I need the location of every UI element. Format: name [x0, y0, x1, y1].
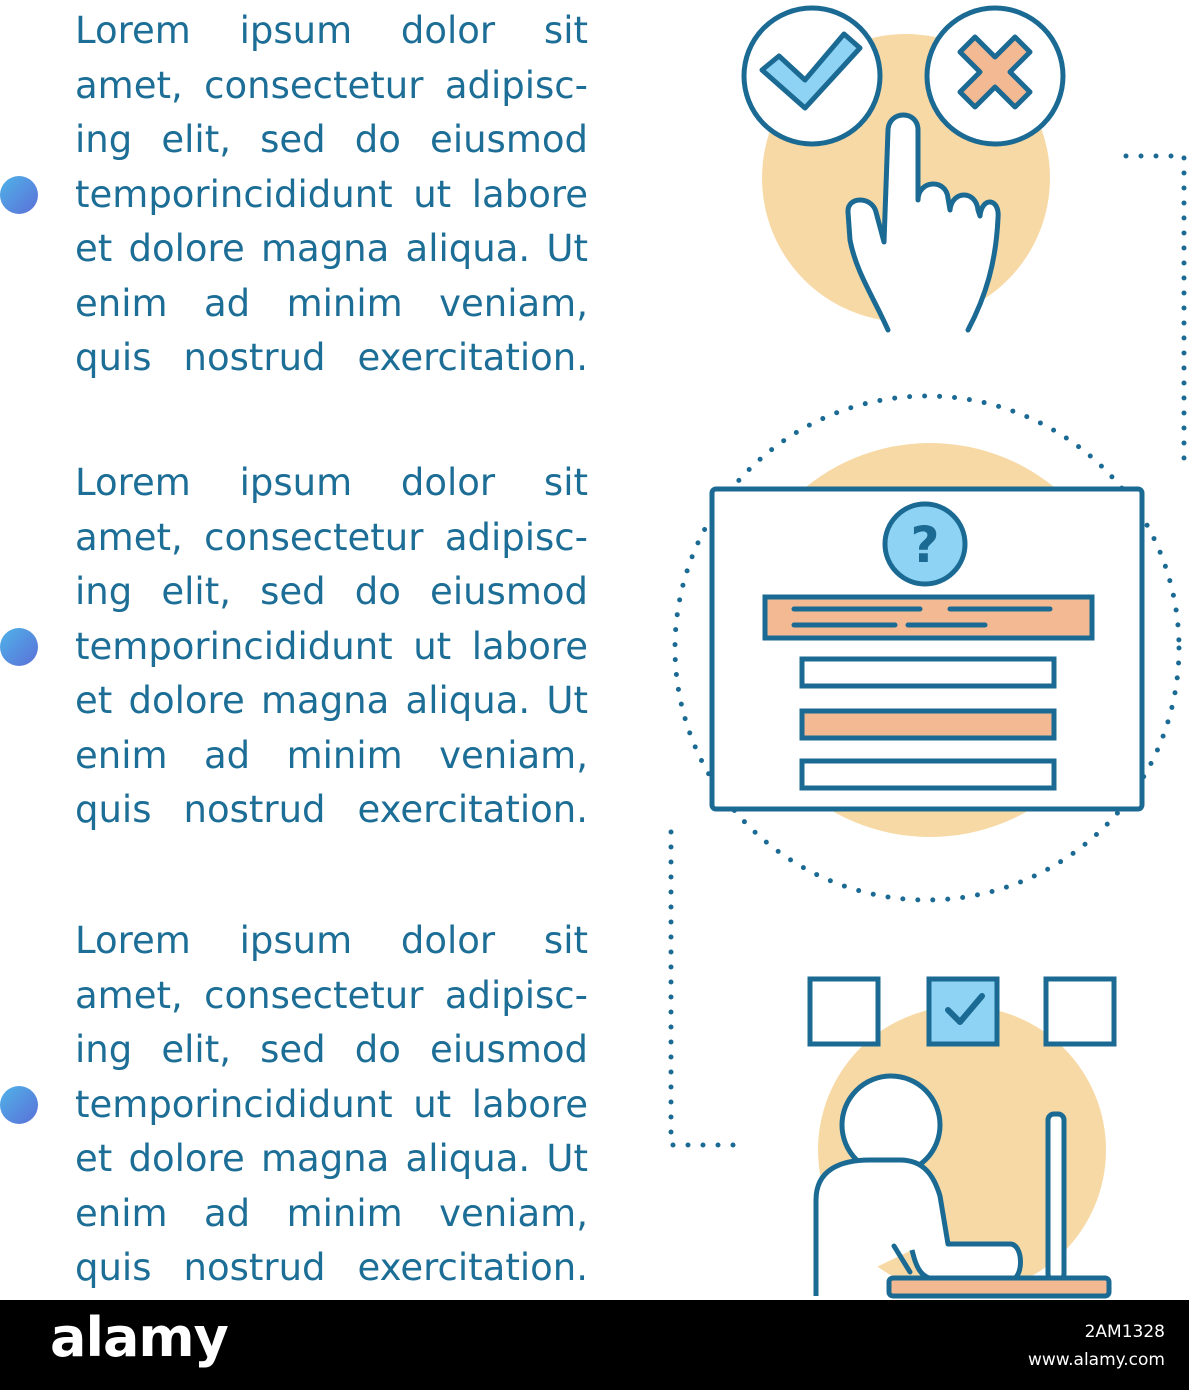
paragraph-line: amet, consectetur adipisc- [75, 515, 588, 559]
paragraph-line: temporincididunt ut labore [75, 624, 588, 668]
checkbox-empty-icon [810, 979, 878, 1044]
voting-illustration [810, 979, 1114, 1296]
paragraph-line: quis nostrud exercitation. [75, 788, 588, 831]
image-id: 2AM1328 [1084, 1322, 1165, 1342]
paragraph-line: amet, consectetur adipisc- [75, 973, 588, 1017]
paragraph-line: ing elit, sed do eiusmod [75, 1028, 588, 1071]
form-field-highlight [802, 711, 1054, 738]
choice-illustration [744, 8, 1063, 330]
survey-illustration [675, 396, 1179, 900]
paragraph-line: et dolore magna aliqua. Ut [75, 227, 588, 270]
paragraph-line: enim ad minim veniam, [75, 281, 588, 325]
paragraph-line: Lorem ipsum dolor sit [75, 919, 588, 962]
checkbox-checked-icon [929, 979, 997, 1044]
form-field [802, 659, 1054, 686]
paragraph-line: temporincididunt ut labore [75, 172, 588, 216]
brand-logo: alamy [50, 1306, 228, 1369]
paragraph-line: ing elit, sed do eiusmod [75, 570, 588, 613]
paragraph-line: Lorem ipsum dolor sit [75, 9, 588, 52]
paragraph-line: temporincididunt ut labore [75, 1082, 588, 1126]
paragraph-line: Lorem ipsum dolor sit [75, 461, 588, 504]
dotted-connector-top [1126, 156, 1184, 468]
site-url: www.alamy.com [1027, 1350, 1165, 1370]
paragraph-line: ing elit, sed do eiusmod [75, 118, 588, 161]
paragraph-line: enim ad minim veniam, [75, 1191, 588, 1235]
dotted-connector-bottom [671, 832, 735, 1145]
paragraph-line: quis nostrud exercitation. [75, 336, 588, 379]
form-field [802, 761, 1054, 788]
check-icon [744, 8, 880, 144]
paragraph-line: quis nostrud exercitation. [75, 1246, 588, 1289]
paragraph-line: et dolore magna aliqua. Ut [75, 679, 588, 722]
cross-icon [927, 8, 1063, 144]
question-mark-icon [885, 504, 965, 584]
paragraph-line: amet, consectetur adipisc- [75, 63, 588, 107]
svg-text:?: ? [910, 516, 940, 574]
form-field-highlight [765, 597, 1092, 638]
paragraph-line: enim ad minim veniam, [75, 733, 588, 777]
checkbox-empty-icon [1046, 979, 1114, 1044]
paragraph-line: et dolore magna aliqua. Ut [75, 1137, 588, 1180]
